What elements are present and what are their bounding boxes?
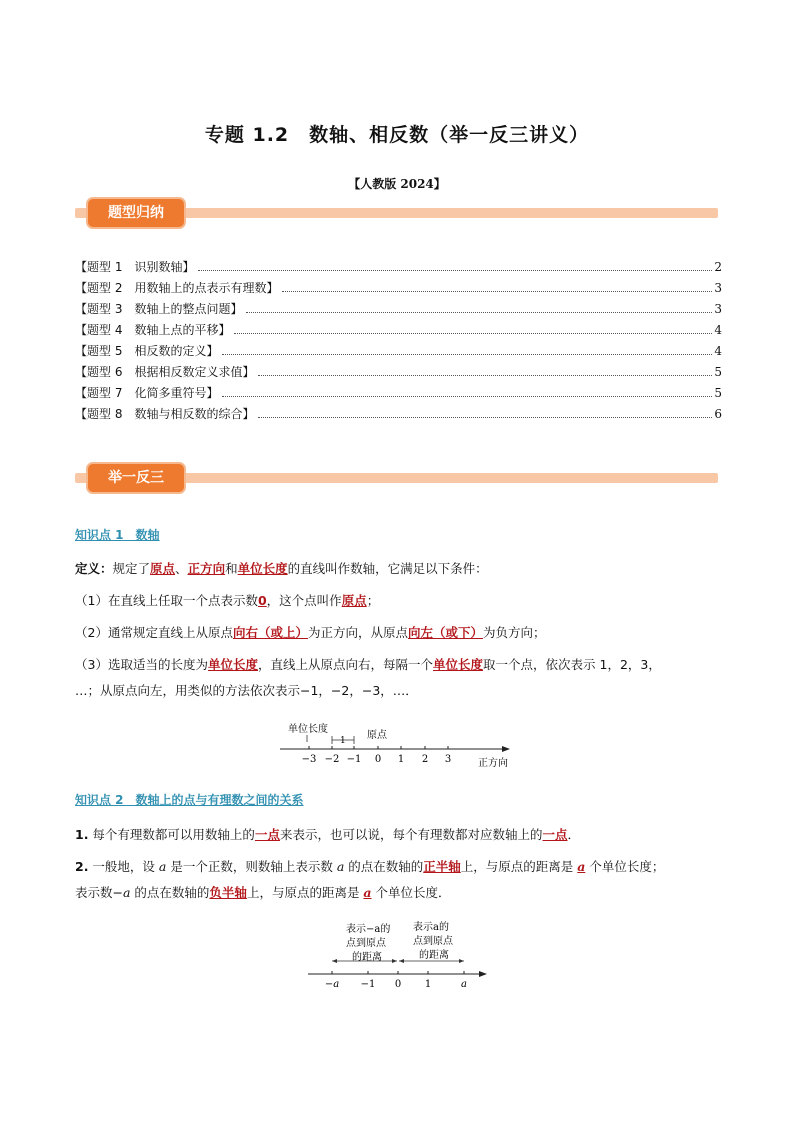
highlight-negative-half-axis: 负半轴: [209, 885, 247, 900]
number-line-figure-2: [298, 918, 498, 990]
toc-label: 【题型 8 数轴与相反数的综合】: [75, 407, 255, 421]
text: 和: [225, 561, 238, 576]
tick-label: −1: [360, 979, 376, 990]
variable: a: [158, 859, 167, 874]
text: 个单位长度；: [585, 859, 665, 874]
variable: a: [122, 885, 131, 900]
toc-label: 【题型 2 用数轴上的点表示有理数】: [75, 281, 279, 295]
toc-page: 4: [714, 344, 722, 358]
definition-prefix: 定义：: [75, 561, 113, 576]
toc-label: 【题型 1 识别数轴】: [75, 260, 195, 274]
relation-paragraph-2: [75, 854, 725, 906]
text: 为正方向，从原点: [307, 625, 408, 640]
text: 、: [175, 561, 188, 576]
highlight-positive-direction: 正方向: [187, 561, 226, 576]
toc-page: 3: [714, 281, 722, 295]
toc-leader: [282, 290, 712, 292]
text: 是一个正数，则数轴上表示数: [166, 859, 337, 874]
toc-leader: [222, 395, 712, 397]
left-note-line3: 的距离: [352, 952, 382, 963]
text: ．: [567, 827, 580, 842]
toc-page: 5: [714, 365, 722, 379]
toc-leader: [246, 311, 712, 313]
toc-label: 【题型 7 化简多重符号】: [75, 386, 219, 400]
text: ，直线上从原点向右，每隔一个: [257, 657, 433, 672]
right-note-line3: 的距离: [419, 950, 449, 961]
tick-label: a: [461, 979, 467, 990]
toc-row[interactable]: [75, 342, 722, 363]
definition-paragraph: [75, 556, 725, 582]
unit-length-label: 单位长度: [288, 724, 328, 735]
text: ，这个点叫作: [266, 593, 342, 608]
section-tag-examples: 举一反三: [88, 464, 184, 492]
text: 表示数−: [75, 885, 123, 900]
tick-label: −a: [324, 979, 340, 990]
toc-leader: [198, 269, 712, 271]
text: 规定了: [112, 561, 151, 576]
left-note-line1: 表示−a的: [346, 924, 391, 935]
text: （1）在直线上任取一个点表示数: [75, 593, 258, 608]
text: 的点在数轴的: [344, 859, 424, 874]
table-of-contents: [75, 258, 722, 426]
highlight-unit-length: 单位长度: [433, 657, 484, 672]
right-note-line2: 点到原点: [413, 936, 453, 947]
text: 的点在数轴的: [130, 885, 210, 900]
highlight-right: 向右（或上）: [232, 625, 308, 640]
tick-label: 0: [394, 979, 402, 990]
text: 的直线叫作数轴，它满足以下条件：: [287, 561, 488, 576]
toc-label: 【题型 6 根据相反数定义求值】: [75, 365, 255, 379]
tick-label: 1: [424, 979, 432, 990]
text: （3）选取适当的长度为: [75, 657, 208, 672]
toc-row[interactable]: [75, 279, 722, 300]
tick-label: 2: [421, 754, 429, 765]
highlight-positive-half-axis: 正半轴: [423, 859, 461, 874]
tick-label: −2: [324, 754, 340, 765]
text: 一般地，设: [88, 859, 159, 874]
toc-row[interactable]: [75, 405, 722, 426]
relation-paragraph-1: [75, 822, 725, 848]
text: 上，与原点的距离是: [460, 859, 578, 874]
highlight-origin: 原点: [341, 593, 367, 608]
toc-row[interactable]: [75, 363, 722, 384]
text: （2）通常规定直线上从原点: [75, 625, 233, 640]
edition-label: 【人教版 2024】: [348, 177, 446, 191]
text: 上，与原点的距离是: [246, 885, 364, 900]
item-number: 2.: [75, 859, 89, 874]
axis-arrow: [502, 746, 510, 752]
tick-label: 3: [444, 754, 452, 765]
tick-label: 0: [374, 754, 382, 765]
highlight-variable: a: [363, 885, 372, 900]
highlight-left: 向左（或下）: [408, 625, 484, 640]
item-number: 1.: [75, 827, 89, 842]
axis-arrow: [479, 971, 487, 977]
knowledge-point-1-title: 知识点 1 数轴: [75, 528, 160, 542]
text: 个单位长度．: [371, 885, 451, 900]
toc-label: 【题型 3 数轴上的整点问题】: [75, 302, 243, 316]
text: 为负方向；: [483, 625, 546, 640]
highlight-origin: 原点: [150, 561, 176, 576]
condition-3: [75, 652, 725, 704]
number-line-figure-1: [270, 716, 520, 772]
toc-row[interactable]: [75, 384, 722, 405]
toc-page: 5: [714, 386, 722, 400]
page-title: 专题 1.2 数轴、相反数（举一反三讲义）: [204, 124, 590, 146]
origin-label: 原点: [367, 730, 387, 741]
toc-leader: [234, 332, 712, 334]
unit-one-label: 1: [340, 736, 346, 746]
positive-direction-label: 正方向: [478, 758, 508, 769]
toc-row[interactable]: [75, 300, 722, 321]
text: 每个有理数都可以用数轴上的: [88, 827, 255, 842]
text: ；: [366, 593, 380, 608]
text: …；从原点向左，用类似的方法依次表示−1，−2，−3，…．: [75, 683, 418, 698]
condition-1: [75, 588, 725, 614]
left-note-line2: 点到原点: [346, 938, 386, 949]
highlight-unit-length: 单位长度: [207, 657, 258, 672]
text: 取一个点，依次表示 1，2，3，: [483, 657, 661, 672]
tick-label: −1: [346, 754, 362, 765]
tick-label: 1: [397, 754, 405, 765]
toc-row[interactable]: [75, 321, 722, 342]
variable: a: [336, 859, 345, 874]
toc-page: 3: [714, 302, 722, 316]
toc-label: 【题型 5 相反数的定义】: [75, 344, 219, 358]
highlight-unit-length: 单位长度: [237, 561, 288, 576]
highlight-variable: a: [577, 859, 586, 874]
highlight-one-point: 一点: [542, 827, 568, 842]
toc-page: 6: [714, 407, 722, 421]
section-tag-question-types: 题型归纳: [88, 199, 184, 227]
toc-leader: [222, 353, 712, 355]
toc-row[interactable]: [75, 258, 722, 279]
highlight-zero: 0: [257, 593, 267, 608]
highlight-one-point: 一点: [254, 827, 280, 842]
toc-leader: [258, 374, 712, 376]
toc-page: 4: [714, 323, 722, 337]
right-note-line1: 表示a的: [413, 922, 449, 933]
toc-page: 2: [714, 260, 722, 274]
toc-label: 【题型 4 数轴上点的平移】: [75, 323, 231, 337]
toc-leader: [258, 416, 712, 418]
condition-2: [75, 620, 725, 646]
text: 来表示，也可以说，每个有理数都对应数轴上的: [279, 827, 543, 842]
knowledge-point-2-title: 知识点 2 数轴上的点与有理数之间的关系: [75, 793, 304, 807]
tick-label: −3: [301, 754, 317, 765]
